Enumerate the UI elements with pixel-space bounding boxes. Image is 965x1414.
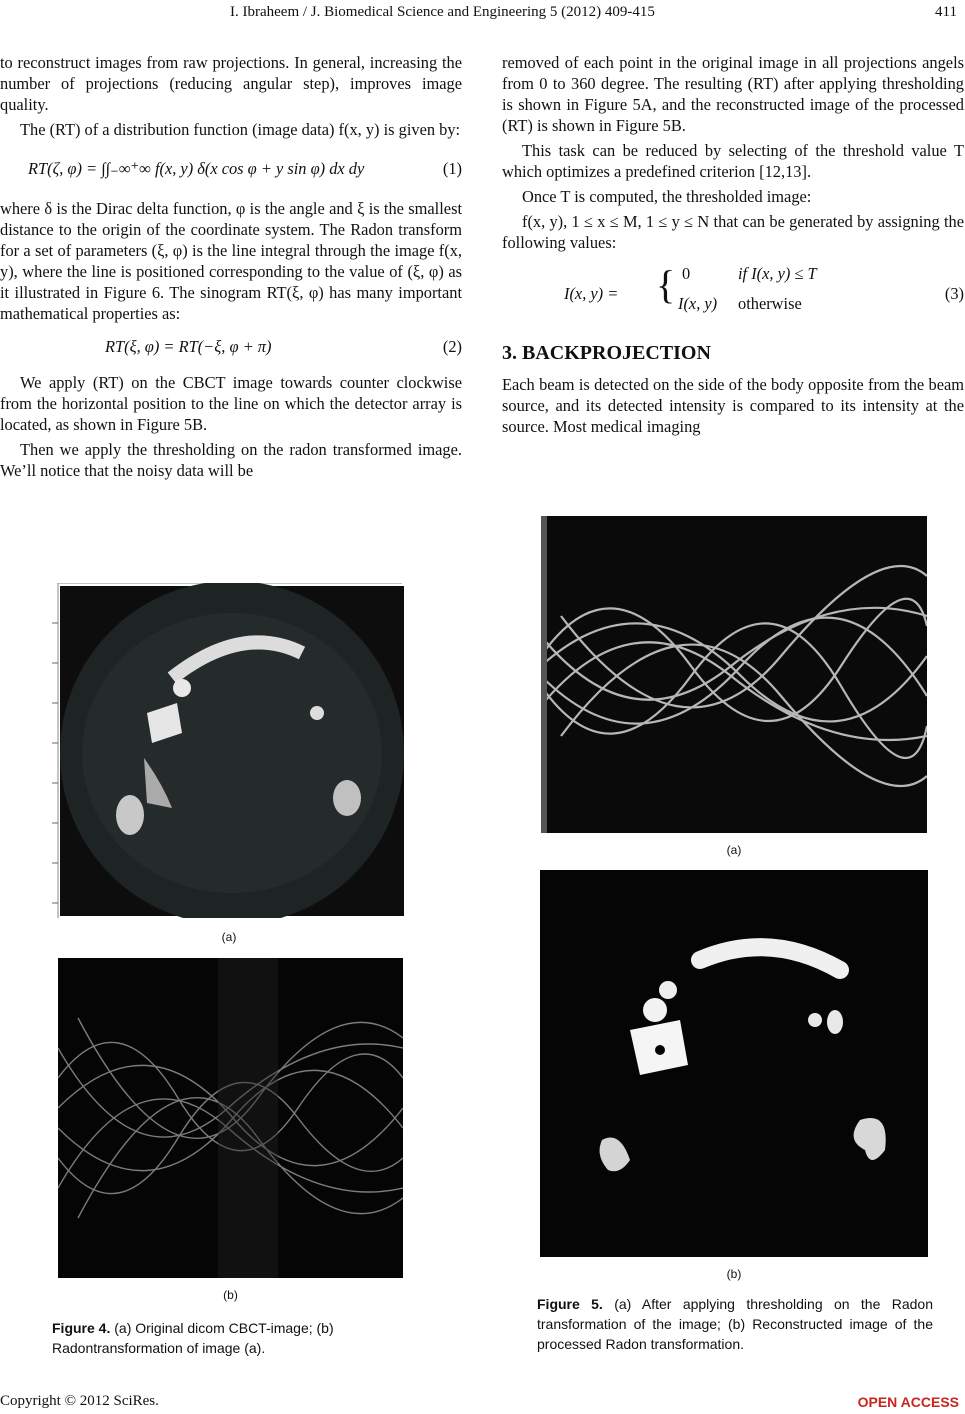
figure-4-caption [52,1318,422,1358]
figure-4a-image [52,583,406,918]
figure-5a-label: (a) [726,843,742,857]
equation-case-value: 0 [682,264,691,283]
caption-text: (a) Original dicom CBCT-image; (b) Radontransformation of image (a). [52,1320,334,1356]
figure-5b-image [540,870,928,1257]
figure-4b-image [58,958,403,1278]
equation-number: (3) [944,284,964,303]
running-title: I. Ibraheem / J. Biomedical Science and Engineering 5 (2012) 409-415 [230,4,655,20]
figure-5-caption [537,1294,933,1354]
caption-label: Figure 4. [52,1320,111,1336]
equation-1 [0,148,462,198]
paragraph: f(x, y), 1 ≤ x ≤ M, 1 ≤ y ≤ N that can be generated by assigning the following values: [502,212,964,252]
paragraph: The (RT) of a distribution function (image data) f(x, y) is given by: [20,120,461,139]
figure-4a-frame [52,583,406,918]
figure-4b-label: (b) [223,1288,238,1302]
equation-3 [502,259,964,329]
paragraph: Each beam is detected on the side of the body opposite from the beam source, and its detected intensity is compared to its intensity at the source. Most medical imaging [502,375,964,436]
paragraph: Then we apply the thresholding on the radon transformed image. We’ll notice that the noisy data will be [0,440,462,480]
equation-case-condition: otherwise [738,294,802,313]
left-column [0,52,462,485]
equation-body: RT(ξ, φ) = RT(−ξ, φ + π) [105,337,272,356]
equation-number: (1) [442,159,462,178]
paragraph: to reconstruct images from raw projections. In general, increasing the number of projections (reducing angular step), improves image quality. [0,53,462,114]
paragraph: This task can be reduced by selecting of the threshold value T which optimizes a predefined criterion [12,13]. [502,141,964,181]
open-access-label: OPEN ACCESS [857,1394,959,1410]
paragraph: where δ is the Dirac delta function, φ is the angle and ξ is the smallest distance to the origin of the coordinate system. The Radon transform for a set of parameters (ξ, φ) is the line integral through the image f(x, y), where the line is positioned corresponding to the value of (ξ, φ) as it illustrated in Figure 6. The sinogram RT(ξ, φ) has many important mathematical properties as: [0,199,462,323]
figure-4a-label: (a) [221,930,237,944]
paragraph: We apply (RT) on the CBCT image towards counter clockwise from the horizontal position to the line on which the detector array is located, as shown in Figure 5B. [0,373,462,434]
equation-case-value: I(x, y) [678,294,718,313]
right-column [502,52,964,441]
caption-text: (a) After applying thresholding on the Radon transformation of the image; (b) Reconstructed image of the processed Radon transformation. [537,1296,933,1352]
copyright: Copyright © 2012 SciRes. [0,1393,159,1409]
caption-label: Figure 5. [537,1296,603,1312]
figure-5a-image [541,516,927,833]
equation-case-condition: if I(x, y) ≤ T [738,264,817,283]
equation-number: (2) [442,337,462,356]
page-number: 411 [935,4,957,20]
equation-2 [0,328,462,372]
equation-body: RT(ζ, φ) = ∫∫₋∞⁺∞ f(x, y) δ(x cos φ + y sin φ) dx dy [28,159,365,178]
paragraph: removed of each point in the original image in all projections angels from 0 to 360 degree. The resulting (RT) after applying thresholding is shown in Figure 5A, and the reconstructed image of the processed (RT) is shown in Figure 5B. [502,53,964,135]
paragraph: Once T is computed, the thresholded image: [522,187,812,206]
figure-5b-label: (b) [726,1267,742,1281]
equation-lhs: I(x, y) = [564,284,619,303]
section-heading: 3. BACKPROJECTION [502,342,711,364]
equation-brace: { [656,262,676,307]
